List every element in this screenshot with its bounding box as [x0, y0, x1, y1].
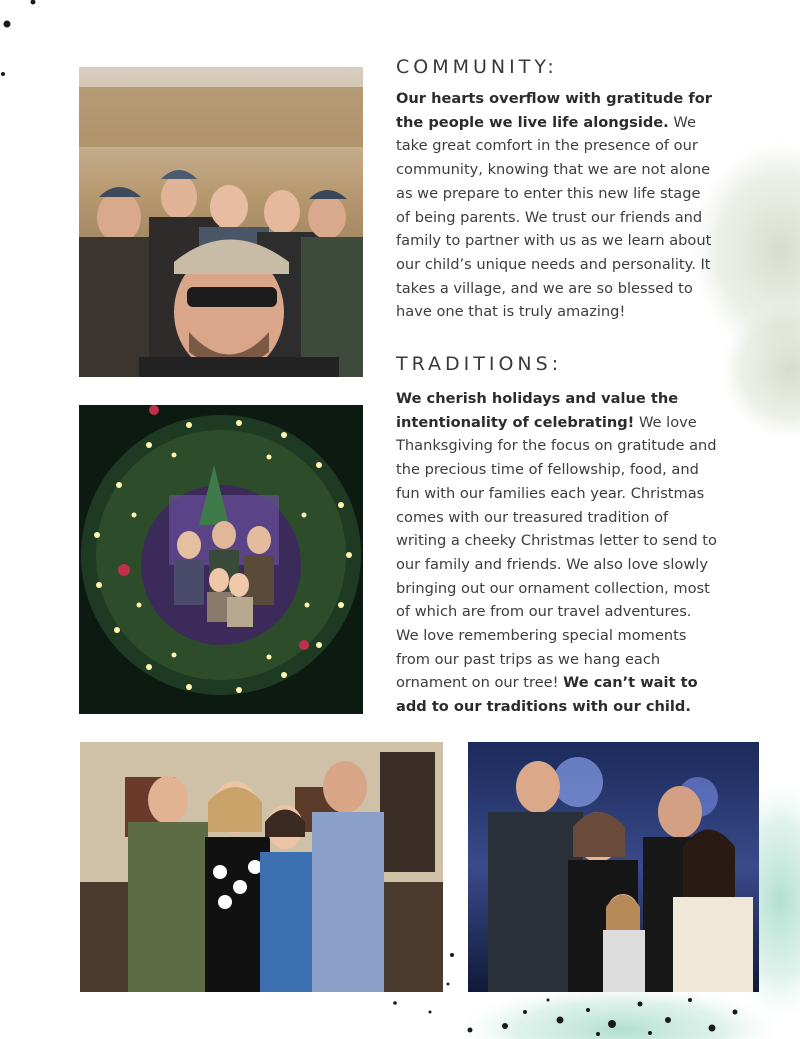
traditions-heading: TRADITIONS: [396, 353, 563, 375]
traditions-closing-bold: We can’t wait to add to our traditions with our child. [396, 674, 698, 716]
community-paragraph [396, 87, 718, 324]
community-heading: COMMUNITY: [396, 56, 558, 78]
concert-family-photo [468, 742, 759, 992]
community-body-text: We take great comfort in the presence of our community, knowing that we are not alone as we prepare to enter this new life stage of being parents. We trust our friends and family to partner with us as we learn about our child’s unique needs and personality. It takes a village, and we are so blessed to have one that is truly amazing! [396, 113, 712, 321]
watercolor-stain-mint [460, 985, 780, 1039]
traditions-body-text: We love Thanksgiving for the focus on gratitude and the precious time of fellowship, food, and fun with our families each year. Christmas comes with our treasured tradition of writing a cheeky Christmas letter to send to our family and friends. We also love slowly bringing out our ornament collection, most of which are from our travel adventures. We love remembering special moments from our past trips as we hang each ornament on our tree! [396, 413, 717, 692]
traditions-lead-bold: We cherish holidays and value the intentionality of celebrating! [396, 390, 679, 431]
community-lead-bold: Our hearts overflow with gratitude for the people we live life alongside. [396, 90, 712, 131]
traditions-paragraph [396, 387, 718, 719]
community-group-selfie-photo [79, 67, 363, 377]
friends-indoor-photo [80, 742, 443, 992]
christmas-wreath-family-photo [79, 405, 363, 714]
